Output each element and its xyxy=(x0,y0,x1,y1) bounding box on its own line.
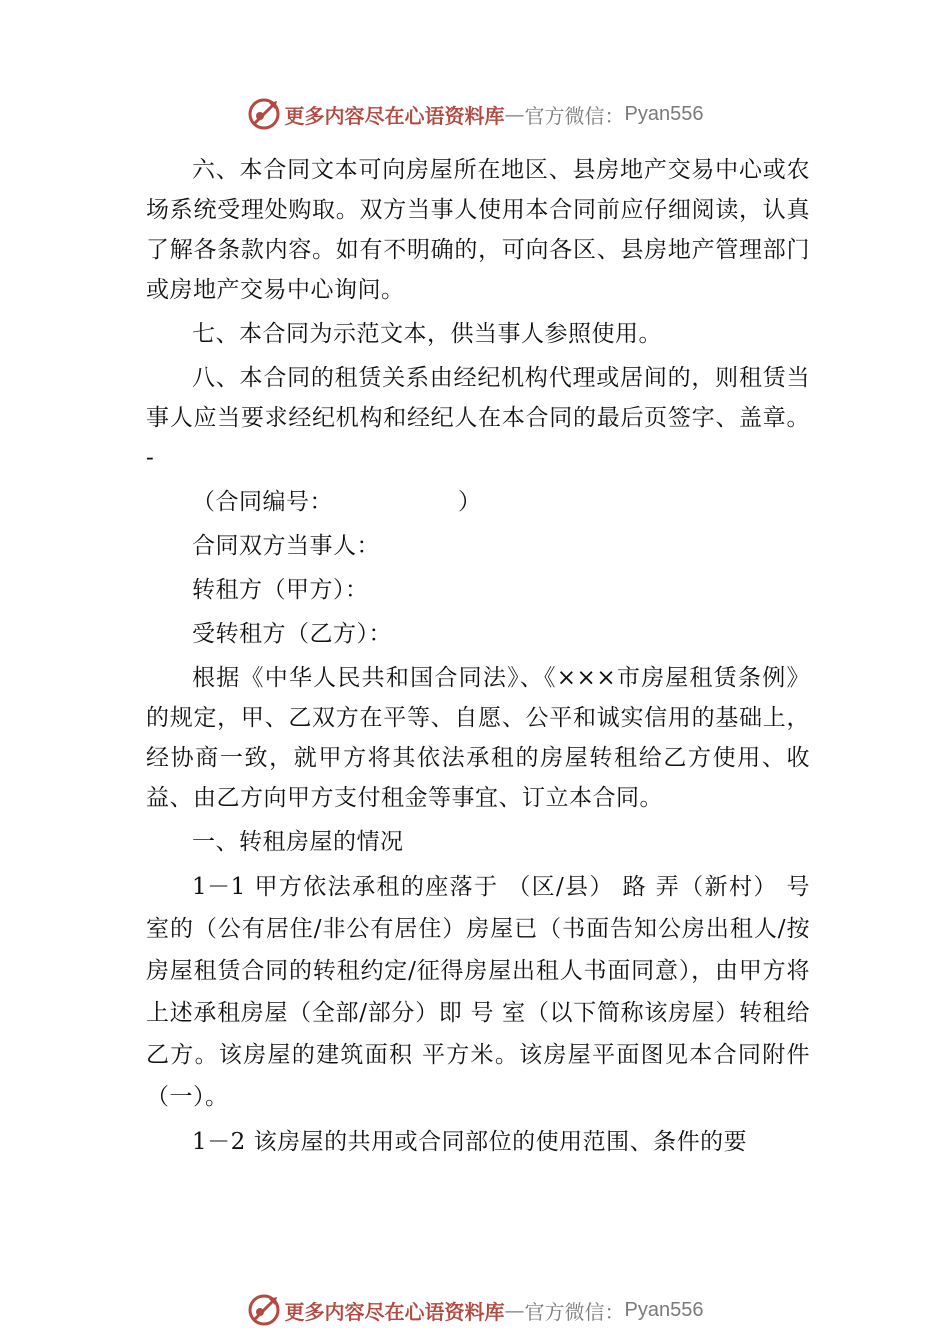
paragraph-8: 八、本合同的租赁关系由经纪机构代理或居间的，则租赁当事人应当要求经纪机构和经纪人在本合同的最后页签字、盖章。 - xyxy=(146,365,810,471)
section-1-heading: 一、转租房屋的情况 xyxy=(192,829,404,855)
clause-1-2: 1－2 该房屋的共用或合同部位的使用范围、条件的要 xyxy=(192,1129,748,1155)
banner-wechat-label: 官方微信： xyxy=(524,103,625,128)
logo-icon xyxy=(247,97,281,131)
party-a: 转租方（甲方）： xyxy=(192,577,369,603)
clause-1-1: 1－1 甲方依法承租的座落于 （区/县） 路 弄（新村） 号 室的（公有居住/非公有居住）房屋已（书面告知公房出租人/按房屋租赁合同的转租约定/征得房屋出租人书面同意），由甲方将上述承租房屋（全部/部分）即 号 室（以下简称该房屋）转租给乙方。该房屋的建筑面积 平方米。该房屋平面图见本合同附件（一）。 xyxy=(146,874,810,1110)
document-body xyxy=(146,150,810,1166)
party-b: 受转租方（乙方）： xyxy=(192,621,392,647)
paragraph-7: 七、本合同为示范文本，供当事人参照使用。 xyxy=(192,321,662,347)
header-banner xyxy=(0,94,950,134)
logo-icon xyxy=(247,1293,281,1327)
banner-dash: — xyxy=(504,102,525,126)
banner-dash: — xyxy=(504,1298,525,1322)
footer-banner xyxy=(0,1290,950,1330)
banner-wechat-id: Pyan556 xyxy=(624,1298,704,1321)
banner-wechat-label: 官方微信： xyxy=(524,1299,625,1324)
banner-title: 更多内容尽在心语资料库 xyxy=(284,103,505,128)
contract-number: （合同编号： ） xyxy=(192,489,482,515)
banner-wechat-id: Pyan556 xyxy=(624,102,704,125)
banner-title: 更多内容尽在心语资料库 xyxy=(284,1299,505,1324)
preamble: 根据《中华人民共和国合同法》、《×××市房屋租赁条例》的规定，甲、乙双方在平等、自愿、公平和诚实信用的基础上，经协商一致，就甲方将其依法承租的房屋转租给乙方使用、收益、由乙方向甲方支付租金等事宜、订立本合同。 xyxy=(146,665,810,811)
paragraph-6: 六、本合同文本可向房屋所在地区、县房地产交易中心或农场系统受理处购取。双方当事人使用本合同前应仔细阅读，认真了解各条款内容。如有不明确的，可向各区、县房地产管理部门或房地产交易中心询问。 xyxy=(146,157,810,303)
parties-heading: 合同双方当事人： xyxy=(192,533,380,559)
